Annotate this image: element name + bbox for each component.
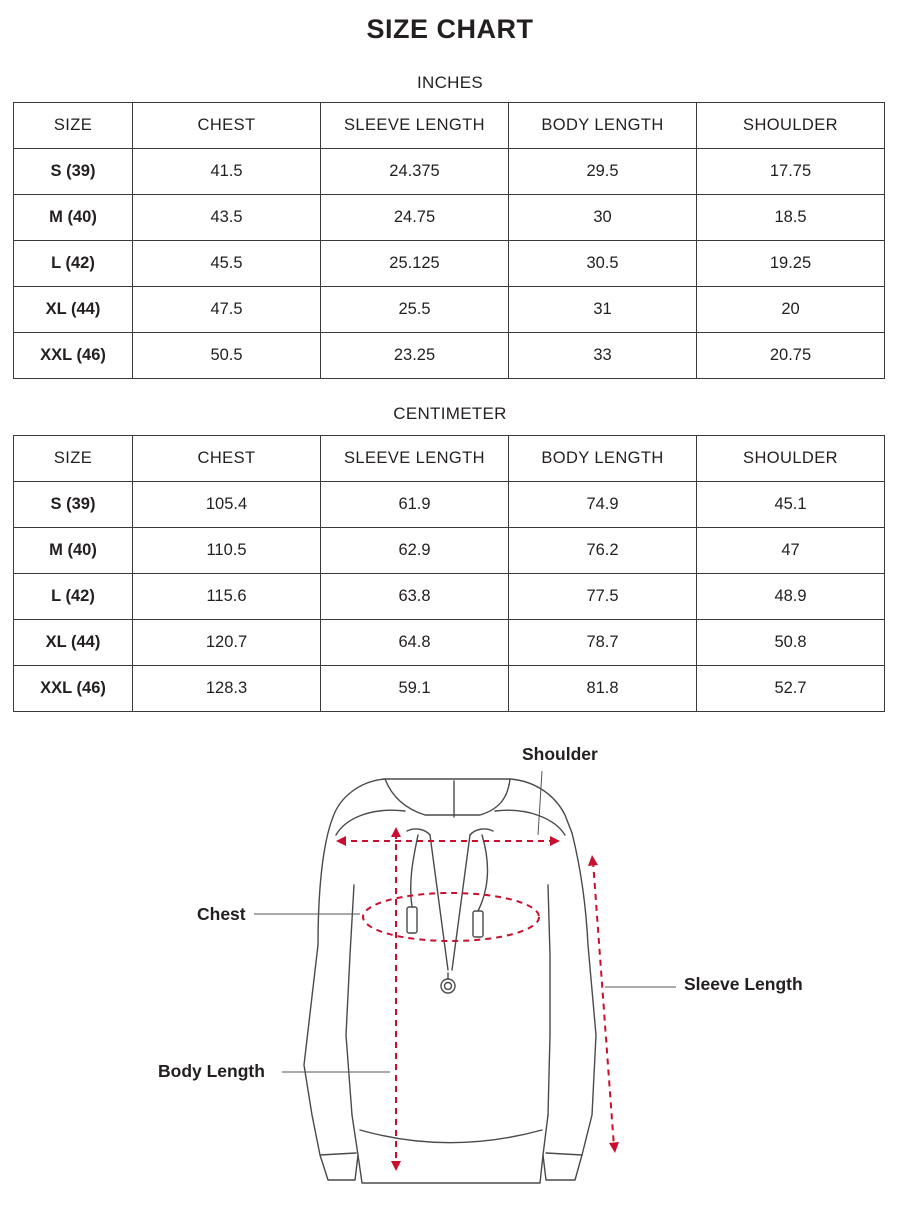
measurement-cell: 77.5 — [509, 574, 697, 620]
column-header: SLEEVE LENGTH — [321, 436, 509, 482]
column-header: CHEST — [133, 103, 321, 149]
size-cell: L (42) — [14, 241, 133, 287]
size-cell: M (40) — [14, 528, 133, 574]
measurement-cell: 50.5 — [133, 333, 321, 379]
body-length-callout: Body Length — [158, 1061, 265, 1081]
hoodie-illustration — [0, 735, 900, 1200]
sleeve-length-callout: Sleeve Length — [684, 974, 803, 994]
measurement-cell: 17.75 — [697, 149, 885, 195]
measurement-cell: 19.25 — [697, 241, 885, 287]
chest-callout: Chest — [197, 904, 246, 924]
measurement-cell: 78.7 — [509, 620, 697, 666]
size-cell: S (39) — [14, 149, 133, 195]
callout-leader-lines — [254, 771, 676, 1072]
size-cell: L (42) — [14, 574, 133, 620]
shoulder-callout: Shoulder — [522, 744, 598, 764]
measurement-cell: 105.4 — [133, 482, 321, 528]
table-row — [14, 620, 885, 666]
measurement-cell: 62.9 — [321, 528, 509, 574]
centimeter-size-table — [13, 435, 885, 712]
measurement-cell: 30.5 — [509, 241, 697, 287]
measurement-cell: 52.7 — [697, 666, 885, 712]
column-header: SHOULDER — [697, 436, 885, 482]
measurement-cell: 45.1 — [697, 482, 885, 528]
measurement-cell: 25.125 — [321, 241, 509, 287]
table-row — [14, 574, 885, 620]
measurement-cell: 61.9 — [321, 482, 509, 528]
size-cell: XL (44) — [14, 287, 133, 333]
measurement-cell: 115.6 — [133, 574, 321, 620]
measurement-cell: 47 — [697, 528, 885, 574]
measurement-cell: 20 — [697, 287, 885, 333]
column-header: BODY LENGTH — [509, 103, 697, 149]
page-title: SIZE CHART — [366, 14, 534, 44]
shoulder-leader — [538, 771, 542, 835]
measurement-cell: 24.375 — [321, 149, 509, 195]
measurement-cell: 74.9 — [509, 482, 697, 528]
measurement-cell: 47.5 — [133, 287, 321, 333]
table-row — [14, 287, 885, 333]
measurement-lines — [340, 833, 614, 1165]
sleeve-length-measure-line — [593, 861, 614, 1147]
table-row — [14, 333, 885, 379]
measurement-cell: 43.5 — [133, 195, 321, 241]
measurement-cell: 30 — [509, 195, 697, 241]
measurement-cell: 33 — [509, 333, 697, 379]
measurement-cell: 41.5 — [133, 149, 321, 195]
measurement-cell: 50.8 — [697, 620, 885, 666]
measurement-cell: 76.2 — [509, 528, 697, 574]
column-header: SIZE — [14, 103, 133, 149]
table-header-row — [14, 436, 885, 482]
size-cell: XXL (46) — [14, 666, 133, 712]
inches-size-table — [13, 102, 885, 379]
measurement-cell: 64.8 — [321, 620, 509, 666]
measurement-cell: 29.5 — [509, 149, 697, 195]
table-header-row — [14, 103, 885, 149]
measurement-cell: 25.5 — [321, 287, 509, 333]
table-row — [14, 241, 885, 287]
measurement-cell: 18.5 — [697, 195, 885, 241]
measurement-cell: 45.5 — [133, 241, 321, 287]
column-header: CHEST — [133, 436, 321, 482]
hoodie-measurement-diagram — [0, 735, 900, 1200]
column-header: SHOULDER — [697, 103, 885, 149]
size-cell: M (40) — [14, 195, 133, 241]
centimeter-unit-label: CENTIMETER — [393, 404, 507, 423]
chest-measure-ellipse — [363, 893, 539, 941]
measurement-cell: 24.75 — [321, 195, 509, 241]
measurement-cell: 23.25 — [321, 333, 509, 379]
measurement-cell: 120.7 — [133, 620, 321, 666]
column-header: SLEEVE LENGTH — [321, 103, 509, 149]
measurement-cell: 128.3 — [133, 666, 321, 712]
size-cell: S (39) — [14, 482, 133, 528]
measurement-cell: 59.1 — [321, 666, 509, 712]
table-row — [14, 149, 885, 195]
measurement-cell: 81.8 — [509, 666, 697, 712]
size-cell: XXL (46) — [14, 333, 133, 379]
table-row — [14, 666, 885, 712]
inches-unit-label: INCHES — [416, 73, 484, 92]
measurement-cell: 110.5 — [133, 528, 321, 574]
measurement-cell: 31 — [509, 287, 697, 333]
table-row — [14, 528, 885, 574]
measurement-cell: 63.8 — [321, 574, 509, 620]
column-header: BODY LENGTH — [509, 436, 697, 482]
column-header: SIZE — [14, 436, 133, 482]
measurement-arrowheads — [336, 827, 619, 1171]
table-row — [14, 482, 885, 528]
table-row — [14, 195, 885, 241]
measurement-cell: 48.9 — [697, 574, 885, 620]
size-cell: XL (44) — [14, 620, 133, 666]
measurement-cell: 20.75 — [697, 333, 885, 379]
